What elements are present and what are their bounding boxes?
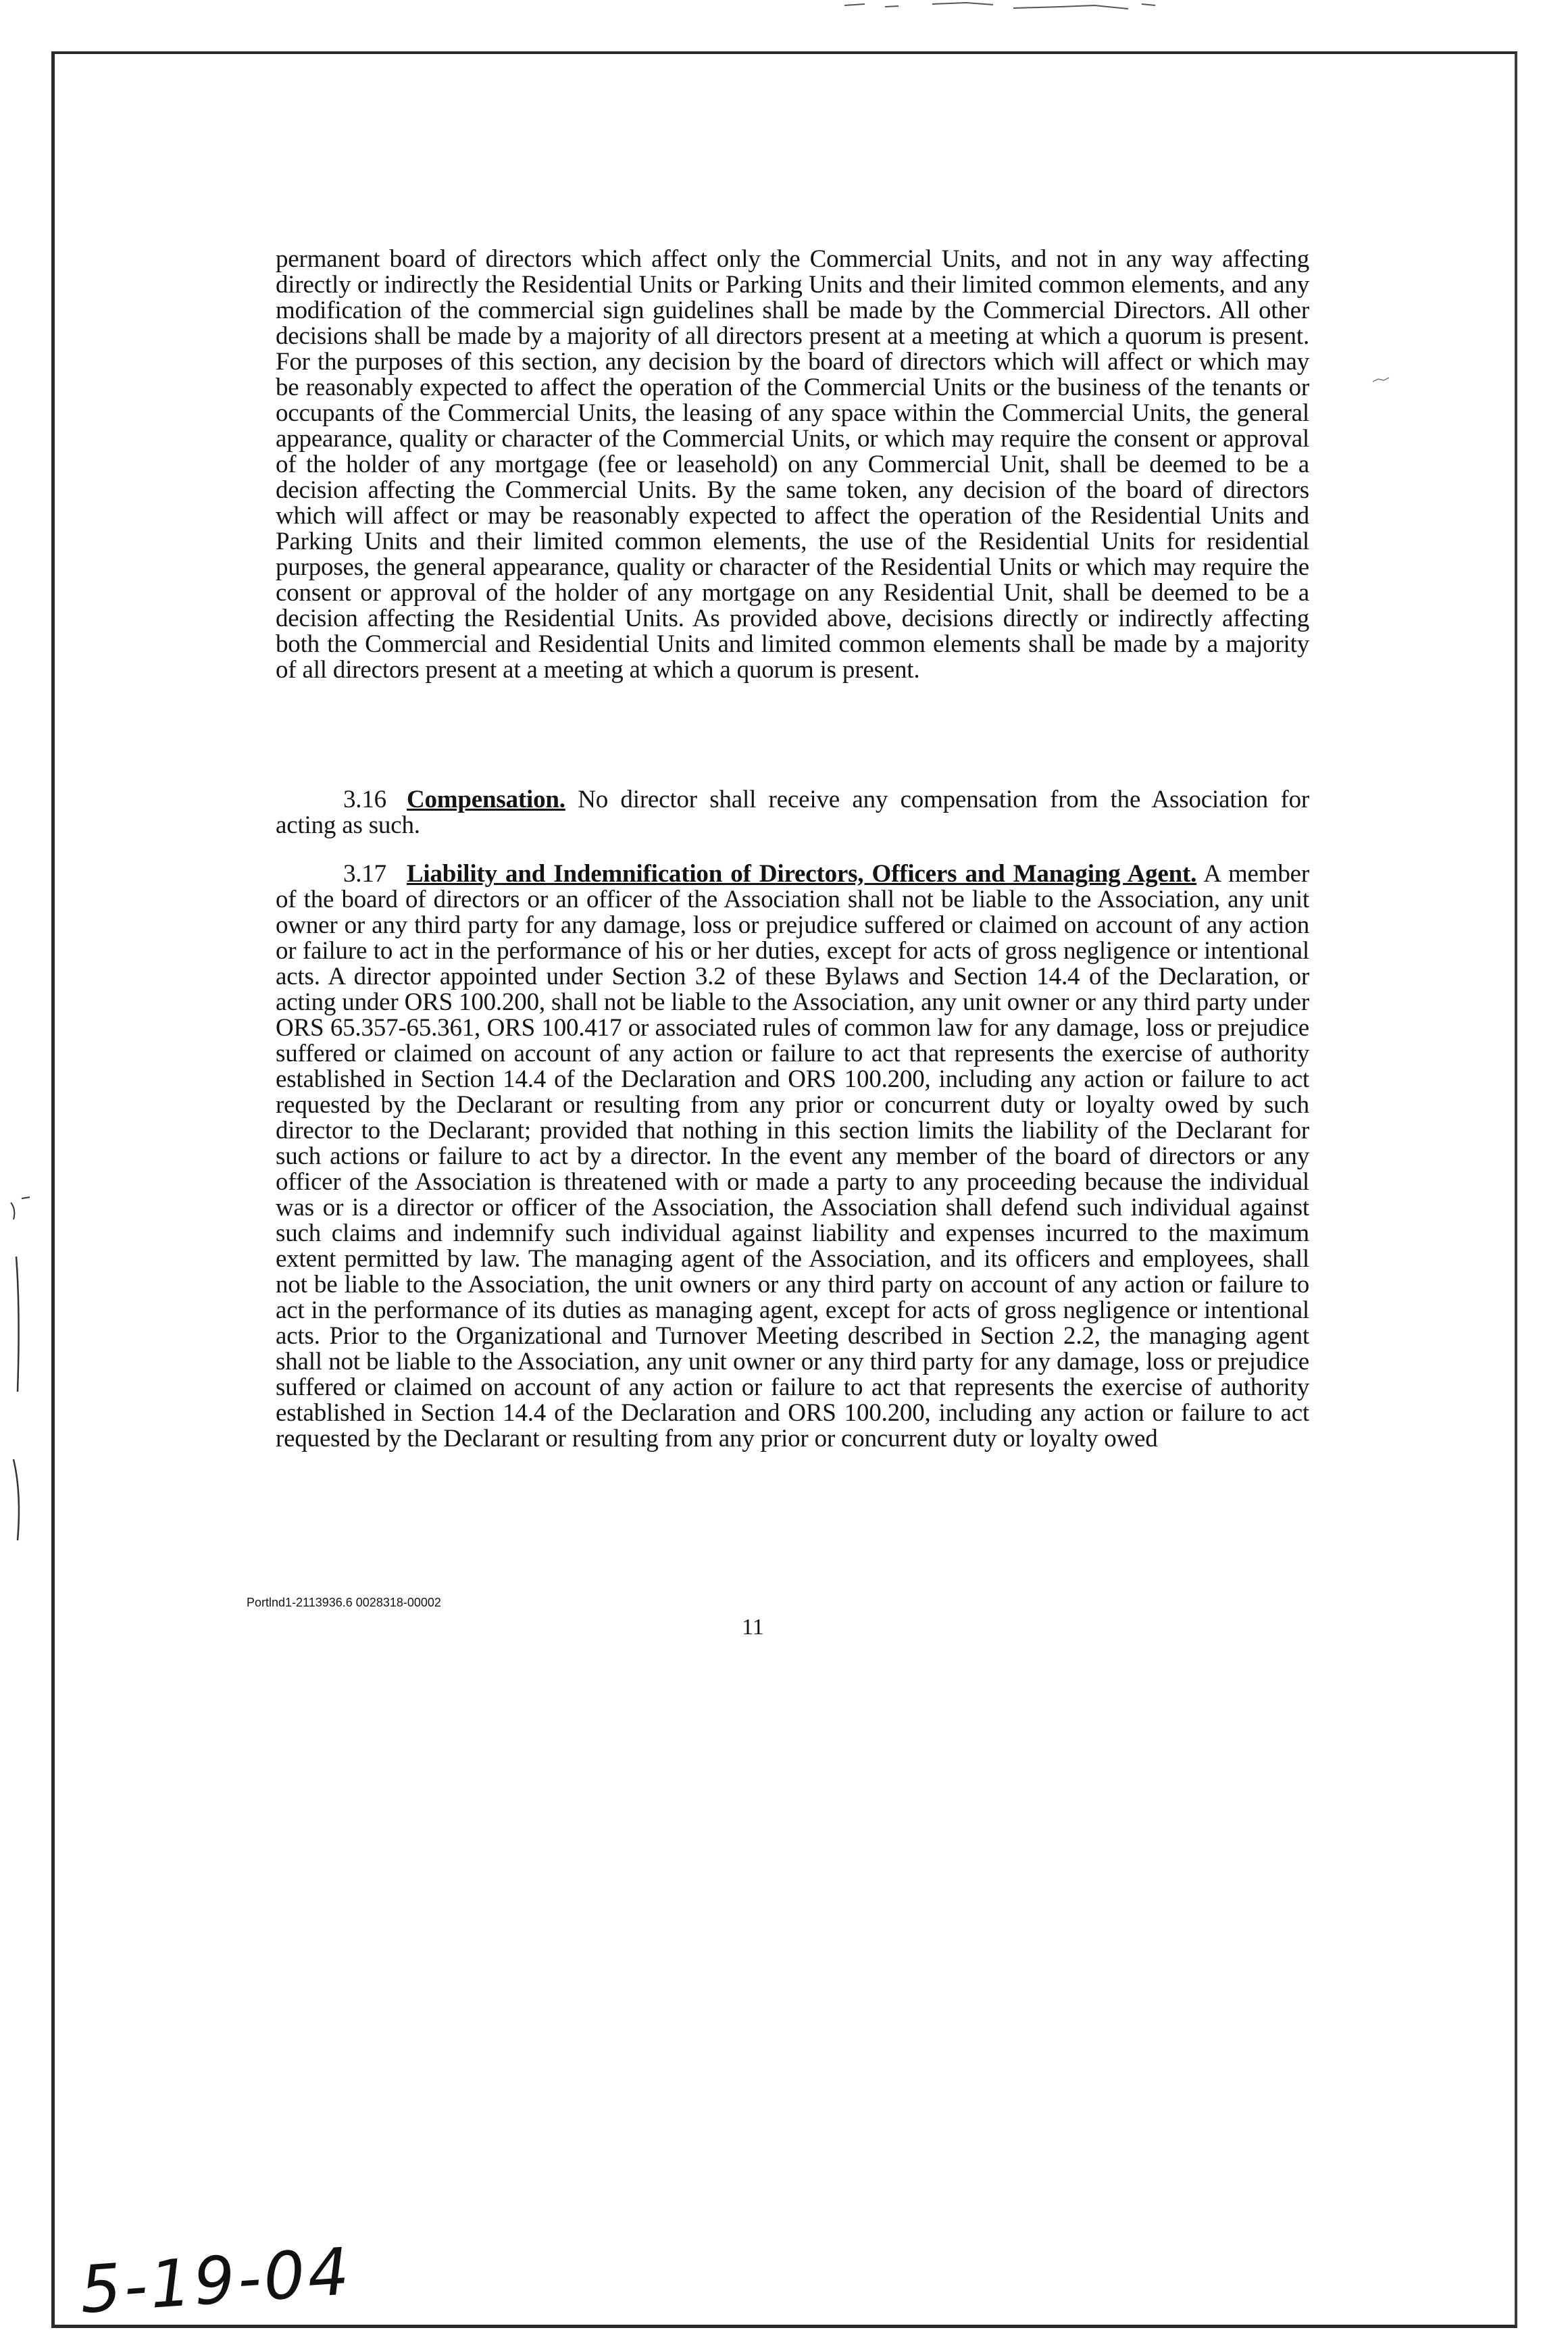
- section-number: 3.16: [343, 786, 386, 813]
- section-heading: Liability and Indemnification of Directors, Officers and Managing Agent.: [406, 860, 1197, 888]
- margin-bracket-marks: [7, 1189, 41, 1567]
- section-heading: Compensation.: [406, 786, 565, 813]
- section-body: A member of the board of directors or an officer of the Association shall not be liable to the Association, any unit owner or any third party for any damage, loss or prejudice suffered or claimed on account of any action or failure to act in the performance of his or her duties, except for acts of gross negligence or intentional acts. A director appointed under Section 3.2 of these Bylaws and Section 14.4 of the Declaration, or acting under ORS 100.200, shall not be liable to the Association, any unit owner or any third party under ORS 65.357-65.361, ORS 100.417 or associated rules of common law for any damage, loss or prejudice suffered or claimed on account of any action or failure to act that represents the exercise of authority established in Section 14.4 of the Declaration and ORS 100.200, including any action or failure to act requested by the Declarant or resulting from any prior or concurrent duty or loyalty owed by such director to the Declarant; provided that nothing in this section limits the liability of the Declarant for such actions or failure to act by a director. In the event any member of the board of directors or any officer of the Association is threatened with or made a party to any proceeding because the individual was or is a director or officer of the Association, the Association shall defend such individual against such claims and indemnify such individual against liability and expenses incurred to the maximum extent permitted by law. The managing agent of the Association, and its officers and employees, shall not be liable to the Association, the unit owners or any third party on account of any action or failure to act in the performance of its duties as managing agent, except for acts of gross negligence or intentional acts. Prior to the Organizational and Turnover Meeting described in Section 2.2, the managing agent shall not be liable to the Association, any unit owner or any third party for any damage, loss or prejudice suffered or claimed on account of any action or failure to act that represents the exercise of authority established in Section 14.4 of the Declaration and ORS 100.200, including any action or failure to act requested by the Declarant or resulting from any prior or concurrent duty or loyalty owed: [276, 860, 1309, 1453]
- scan-artifact-top: [838, 0, 1175, 16]
- section-body: No director shall receive any compensation from the Association for acting as such.: [276, 786, 1309, 839]
- paragraph-continued: permanent board of directors which affect only the Commercial Units, and not in any way affecting directly or indirectly the Residential Units or Parking Units and their limited common elements, and any modification of the commercial sign guidelines shall be made by the Commercial Directors. All other decisions shall be made by a majority of all directors present at a meeting at which a quorum is present. For the purposes of this section, any decision by the board of directors which will affect or which may be reasonably expected to affect the operation of the Commercial Units or the business of the tenants or occupants of the Commercial Units, the leasing of any space within the Commercial Units, the general appearance, quality or character of the Commercial Units, or which may require the consent or approval of the holder of any mortgage (fee or leasehold) on any Commercial Unit, shall be deemed to be a decision affecting the Commercial Units. By the same token, any decision of the board of directors which will affect or may be reasonably expected to affect the operation of the Residential Units and Parking Units and their limited common elements, the use of the Residential Units for residential purposes, the general appearance, quality or character of the Residential Units or which may require the consent or approval of the holder of any mortgage on any Residential Unit, shall be deemed to be a decision affecting the Residential Units. As provided above, decisions directly or indirectly affecting both the Commercial and Residential Units and limited common elements shall be made by a majority of all directors present at a meeting at which a quorum is present.: [276, 245, 1309, 684]
- page-number: 11: [742, 1615, 764, 1640]
- handwritten-date: 5-19-04: [77, 2233, 355, 2328]
- section-3-16: [276, 787, 1309, 838]
- section-number: 3.17: [343, 860, 386, 888]
- section-3-17: [276, 861, 1309, 1452]
- margin-mark-right: [1371, 375, 1392, 384]
- document-id: Portlnd1-2113936.6 0028318-00002: [247, 1596, 441, 1609]
